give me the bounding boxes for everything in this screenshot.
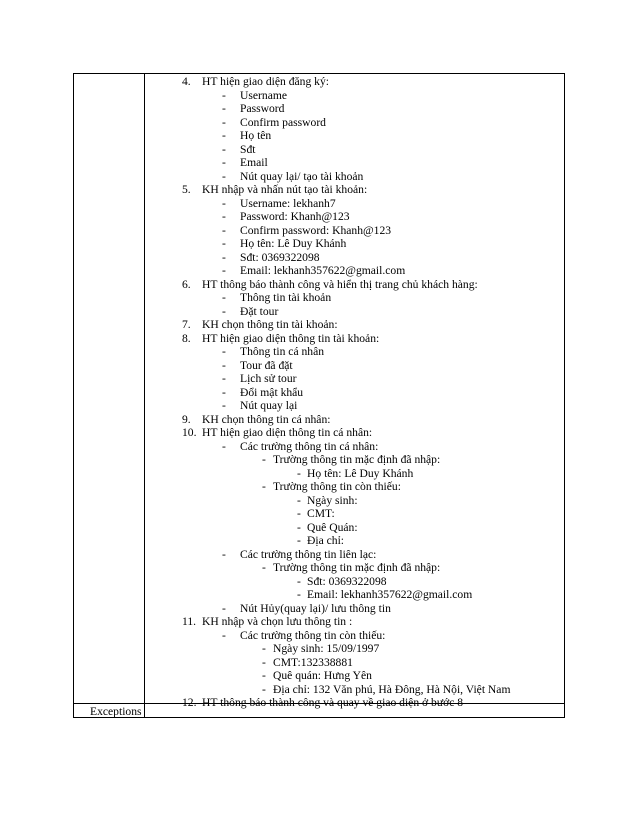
column-divider	[144, 73, 145, 718]
line-text: Họ tên: Lê Duy Khánh	[240, 237, 347, 250]
line-text: HT hiện giao diện thông tin tài khoản:	[202, 332, 380, 345]
line-text: Ngày sinh: 15/09/1997	[273, 642, 380, 655]
bullet-dash: -	[222, 197, 226, 210]
line-text: CMT:132338881	[273, 656, 353, 669]
bullet-dash: -	[262, 642, 266, 655]
line-text: Các trường thông tin cá nhân:	[240, 440, 379, 453]
bullet-dash: -	[222, 156, 226, 169]
bullet-dash: -	[262, 669, 266, 682]
bullet-dash: -	[222, 629, 226, 642]
bullet-dash: -	[222, 291, 226, 304]
line-text: Password: Khanh@123	[240, 210, 350, 223]
line-text: HT hiện giao diện thông tin cá nhân:	[202, 426, 373, 439]
bullet-dash: -	[222, 372, 226, 385]
step-number: 6.	[182, 278, 191, 291]
line-text: Sđt	[240, 143, 256, 156]
bullet-dash: -	[222, 89, 226, 102]
line-text: Trường thông tin mặc định đã nhập:	[273, 561, 441, 574]
bullet-dash: -	[222, 440, 226, 453]
line-text: HT thông báo thành công và quay về giao diện ở bước 8	[202, 696, 464, 709]
line-text: Đặt tour	[240, 305, 279, 318]
line-text: Họ tên	[240, 129, 272, 142]
bullet-dash: -	[262, 561, 266, 574]
bullet-dash: -	[297, 575, 301, 588]
line-text: KH chọn thông tin tài khoản:	[202, 318, 338, 331]
line-text: Trường thông tin mặc định đã nhập:	[273, 453, 441, 466]
step-number: 10.	[182, 426, 197, 439]
bullet-dash: -	[262, 480, 266, 493]
exceptions-label: Exceptions	[90, 705, 142, 718]
line-text: Đổi mật khẩu	[240, 386, 304, 399]
bullet-dash: -	[222, 116, 226, 129]
bullet-dash: -	[222, 602, 226, 615]
line-text: Thông tin cá nhân	[240, 345, 325, 358]
bullet-dash: -	[222, 129, 226, 142]
bullet-dash: -	[262, 453, 266, 466]
line-text: Email: lekhanh357622@gmail.com	[307, 588, 473, 601]
bullet-dash: -	[297, 494, 301, 507]
line-text: Sđt: 0369322098	[240, 251, 320, 264]
bullet-dash: -	[297, 588, 301, 601]
line-text: Nút Hủy(quay lại)/ lưu thông tin	[240, 602, 391, 615]
line-text: Confirm password: Khanh@123	[240, 224, 392, 237]
bullet-dash: -	[222, 143, 226, 156]
bullet-dash: -	[222, 102, 226, 115]
bullet-dash: -	[222, 305, 226, 318]
line-text: Quê Quán:	[307, 521, 358, 534]
line-text: CMT:	[307, 507, 335, 520]
line-text: Sđt: 0369322098	[307, 575, 387, 588]
step-number: 4.	[182, 75, 191, 88]
step-number: 11.	[182, 615, 197, 628]
line-text: Confirm password	[240, 116, 326, 129]
step-number: 9.	[182, 413, 191, 426]
bullet-dash: -	[222, 170, 226, 183]
bullet-dash: -	[297, 507, 301, 520]
line-text: Ngày sinh:	[307, 494, 358, 507]
step-number: 5.	[182, 183, 191, 196]
line-text: Username	[240, 89, 287, 102]
bullet-dash: -	[222, 359, 226, 372]
line-text: Password	[240, 102, 285, 115]
line-text: Các trường thông tin còn thiếu:	[240, 629, 386, 642]
line-text: Lịch sử tour	[240, 372, 297, 385]
step-number: 12.	[182, 696, 197, 709]
line-text: Trường thông tin còn thiếu:	[273, 480, 401, 493]
line-text: Nút quay lại/ tạo tài khoản	[240, 170, 364, 183]
line-text: Email	[240, 156, 268, 169]
bullet-dash: -	[262, 656, 266, 669]
line-text: Họ tên: Lê Duy Khánh	[307, 467, 414, 480]
bullet-dash: -	[222, 399, 226, 412]
line-text: Quê quán: Hưng Yên	[273, 669, 372, 682]
line-text: Các trường thông tin liên lạc:	[240, 548, 377, 561]
line-text: Địa chỉ: 132 Văn phú, Hà Đông, Hà Nội, Việt Nam	[273, 683, 511, 696]
line-text: Email: lekhanh357622@gmail.com	[240, 264, 406, 277]
bullet-dash: -	[222, 264, 226, 277]
bullet-dash: -	[222, 224, 226, 237]
line-text: HT thông báo thành công và hiển thị trang chủ khách hàng:	[202, 278, 478, 291]
line-text: Thông tin tài khoản	[240, 291, 332, 304]
line-text: KH nhập và chọn lưu thông tin :	[202, 615, 353, 628]
bullet-dash: -	[222, 251, 226, 264]
line-text: Địa chỉ:	[307, 534, 345, 547]
bullet-dash: -	[297, 521, 301, 534]
line-text: Username: lekhanh7	[240, 197, 336, 210]
line-text: HT hiện giao diện đăng ký:	[202, 75, 329, 88]
bullet-dash: -	[222, 386, 226, 399]
line-text: Nút quay lại	[240, 399, 298, 412]
bullet-dash: -	[262, 683, 266, 696]
line-text: Tour đã đặt	[240, 359, 293, 372]
line-text: KH nhập và nhấn nút tạo tài khoản:	[202, 183, 368, 196]
bullet-dash: -	[222, 237, 226, 250]
step-number: 7.	[182, 318, 191, 331]
bullet-dash: -	[297, 467, 301, 480]
bullet-dash: -	[222, 345, 226, 358]
step-number: 8.	[182, 332, 191, 345]
line-text: KH chọn thông tin cá nhân:	[202, 413, 331, 426]
bullet-dash: -	[222, 210, 226, 223]
bullet-dash: -	[297, 534, 301, 547]
bullet-dash: -	[222, 548, 226, 561]
